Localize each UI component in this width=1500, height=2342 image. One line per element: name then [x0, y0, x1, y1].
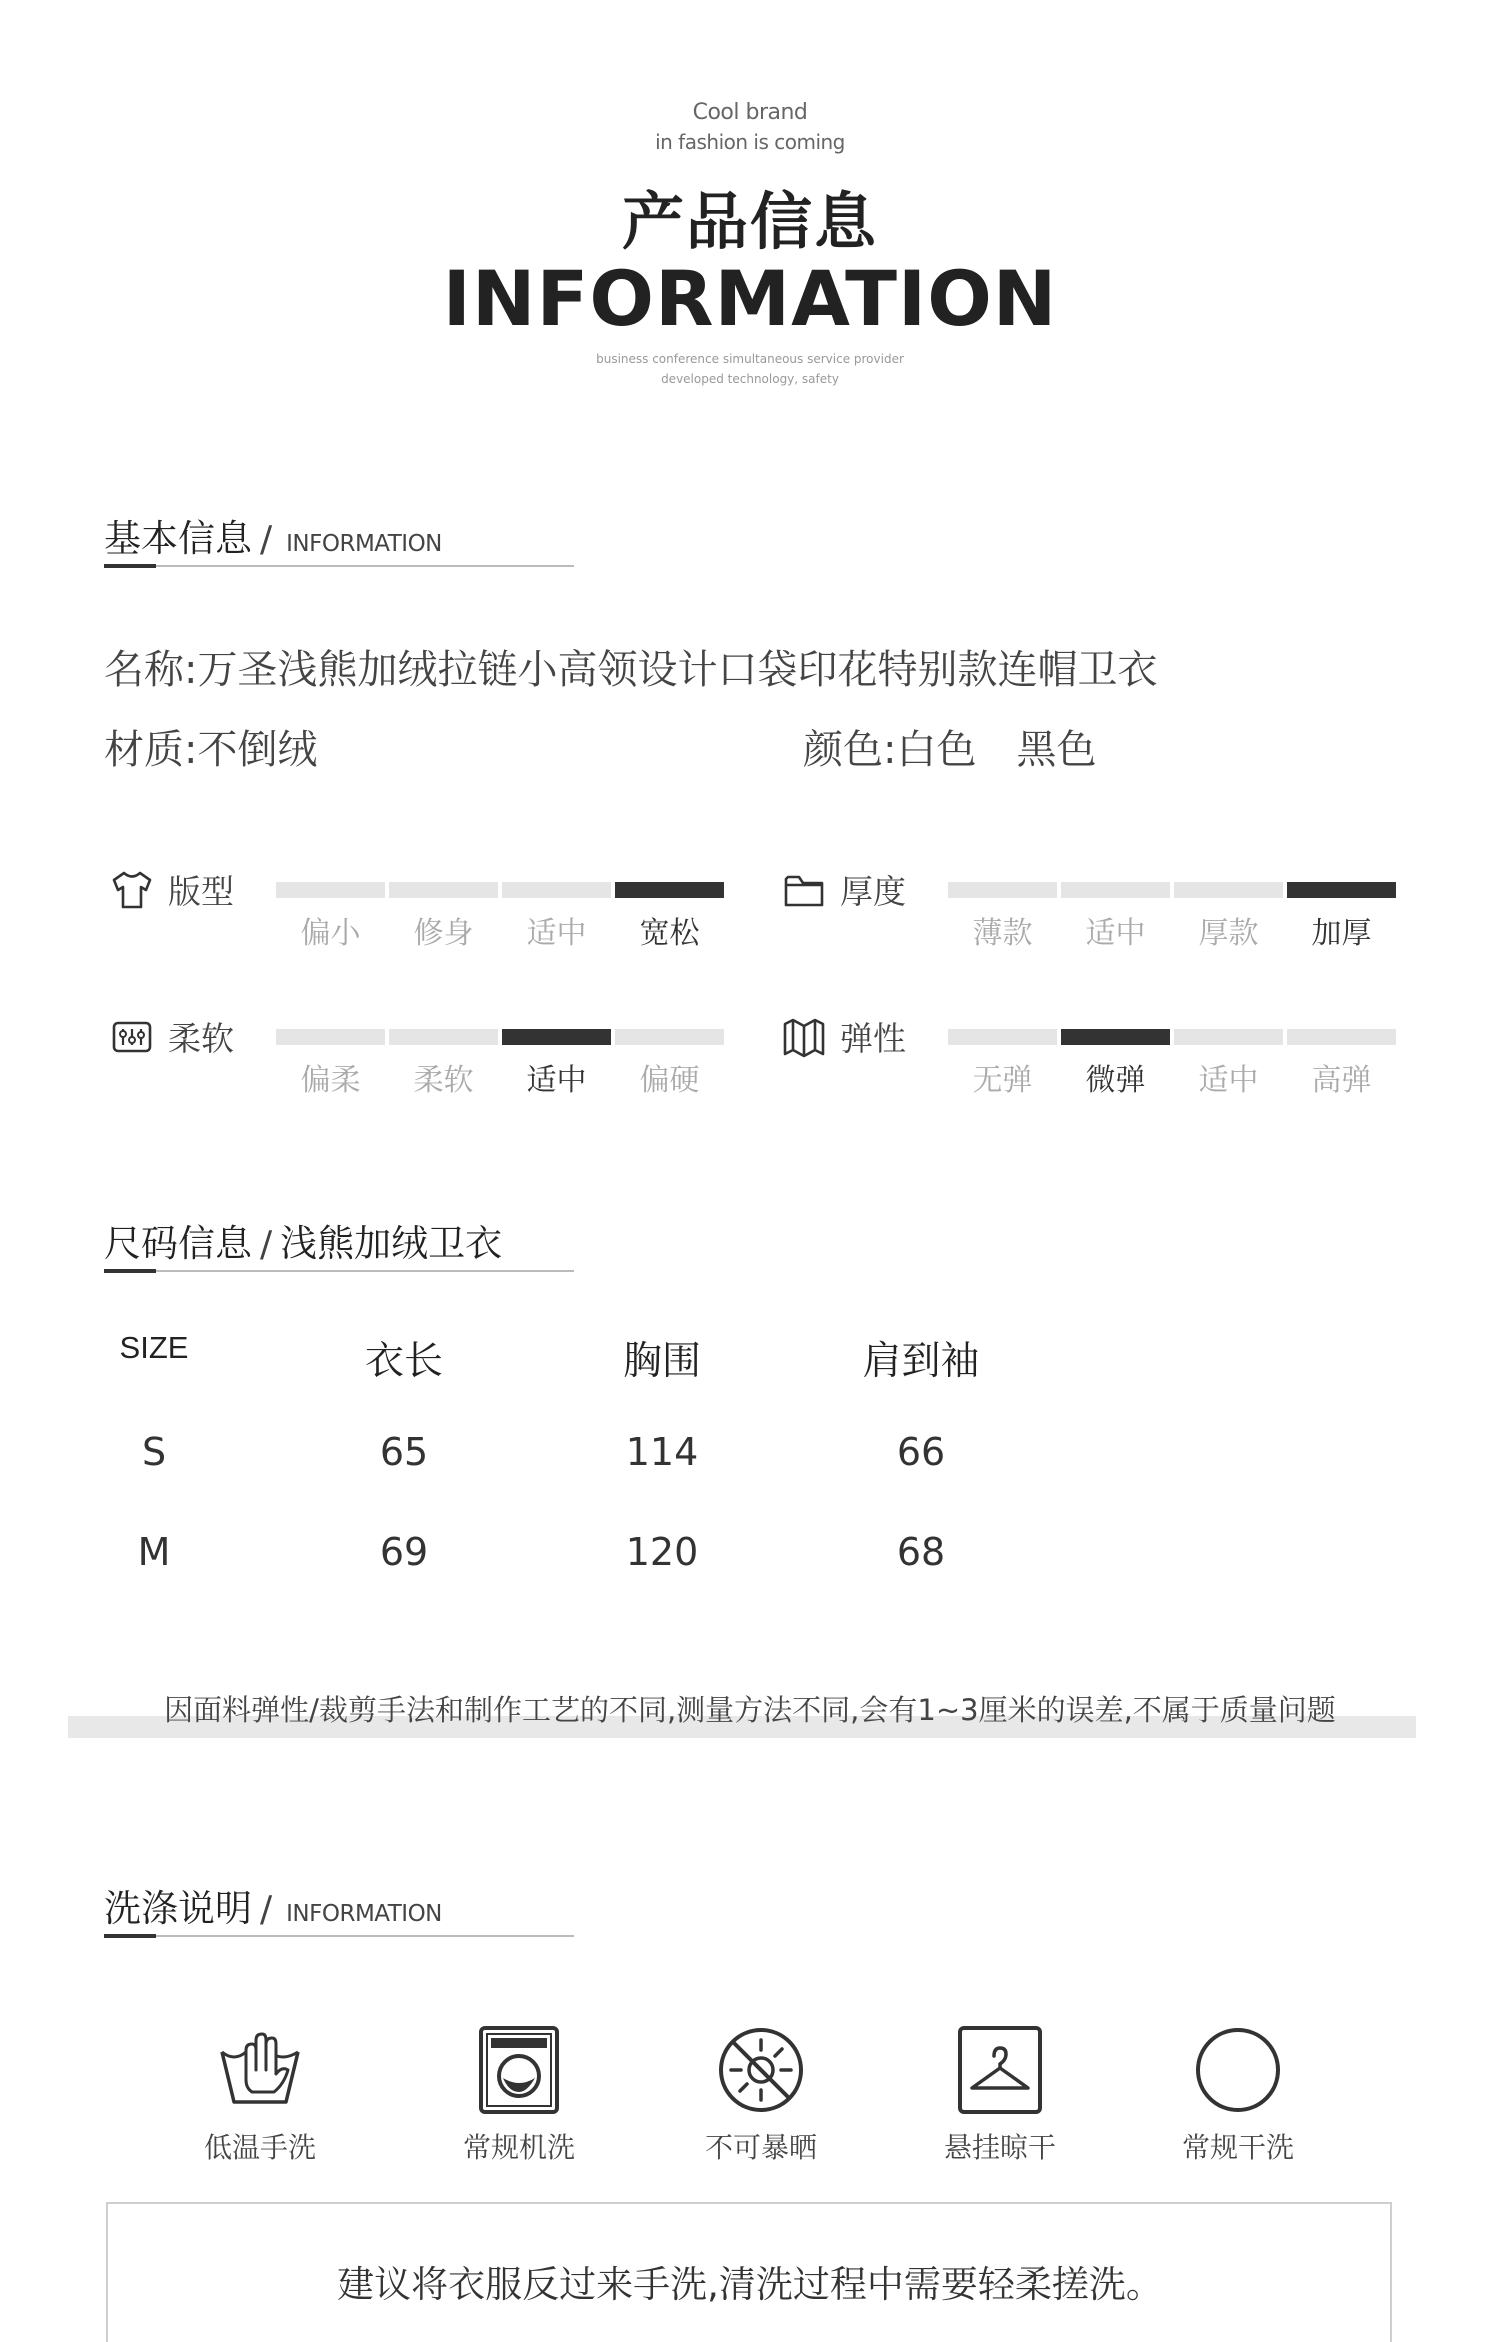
size-cell: 120	[625, 1530, 699, 1574]
size-section-title	[104, 1213, 502, 1267]
name-label: 名称:	[104, 647, 198, 693]
attr-option	[1174, 1029, 1283, 1109]
size-header-cell: SIZE	[119, 1330, 189, 1365]
color-label: 颜色:	[803, 727, 897, 773]
name-value: 万圣浅熊加绒拉链小高领设计口袋印花特别款连帽卫衣	[197, 647, 1158, 693]
attr-option	[1061, 1029, 1170, 1109]
washing-machine-icon	[471, 2022, 567, 2118]
attr-option	[502, 882, 611, 962]
size-header-cell: 衣长	[364, 1339, 443, 1384]
attr-option	[389, 1029, 498, 1109]
attr-option	[276, 1029, 385, 1109]
attr-option	[615, 1029, 724, 1109]
attr-thickness	[782, 860, 1422, 970]
basic-title-en: INFORMATION	[286, 531, 442, 557]
section-accent	[104, 1934, 156, 1938]
care-label: 常规干洗	[1181, 2131, 1294, 2164]
basic-title-cn: 基本信息	[104, 517, 252, 560]
option-bar	[1174, 1029, 1283, 1045]
option-bar	[502, 882, 611, 898]
care-label: 常规机洗	[462, 2131, 575, 2164]
title-slash: /	[260, 519, 273, 560]
attr-label: 柔软	[168, 1019, 234, 1058]
attr-options	[948, 1029, 1396, 1109]
option-bar	[1287, 1029, 1396, 1045]
option-label: 适中	[526, 1063, 587, 1098]
care-no-sun	[661, 2022, 861, 2166]
option-label: 偏柔	[300, 1063, 361, 1098]
size-title-cn: 尺码信息	[104, 1222, 252, 1265]
care-label: 悬挂晾干	[943, 2131, 1056, 2164]
attr-option	[276, 882, 385, 962]
section-divider	[104, 565, 574, 567]
header-tagline-1: Cool brand	[692, 100, 808, 125]
title-slash: /	[260, 1889, 273, 1930]
option-label: 偏硬	[639, 1063, 700, 1098]
care-label: 不可暴晒	[704, 2131, 817, 2164]
attr-option	[615, 882, 724, 962]
attr-option	[1061, 882, 1170, 962]
attr-label: 厚度	[840, 872, 906, 911]
option-label: 无弹	[972, 1063, 1033, 1098]
option-bar	[615, 882, 724, 898]
option-label: 适中	[1198, 1063, 1259, 1098]
section-accent	[104, 1269, 156, 1273]
header-title-en: INFORMATION	[442, 254, 1058, 343]
size-cell: 68	[896, 1530, 946, 1574]
attr-option	[389, 882, 498, 962]
title-slash: /	[260, 1224, 273, 1265]
option-label: 薄款	[972, 916, 1033, 951]
option-bar	[389, 1029, 498, 1045]
size-note: 因面料弹性/裁剪手法和制作工艺的不同,测量方法不同,会有1~3厘米的误差,不属于质量问题	[164, 1693, 1336, 1727]
elastic-icon	[782, 1015, 826, 1059]
dry-clean-icon	[1190, 2022, 1286, 2118]
section-accent	[104, 564, 156, 568]
option-label: 适中	[1085, 916, 1146, 951]
attr-label: 版型	[168, 872, 234, 911]
folder-icon	[782, 868, 826, 912]
option-bar	[1061, 882, 1170, 898]
option-bar	[1287, 882, 1396, 898]
size-cell: 69	[379, 1530, 429, 1574]
color-value-black: 黑色	[1016, 727, 1097, 773]
care-hang-dry	[900, 2022, 1100, 2166]
basic-section-title	[104, 508, 442, 562]
attr-options	[276, 882, 724, 962]
header-tagline-2: in fashion is coming	[655, 130, 845, 154]
header-sub-2: developed technology, safety	[661, 372, 839, 386]
option-label: 修身	[413, 916, 474, 951]
attr-option	[948, 1029, 1057, 1109]
attr-option	[502, 1029, 611, 1109]
option-label: 偏小	[300, 916, 361, 951]
care-machine-wash	[419, 2022, 619, 2166]
hand-wash-icon	[212, 2022, 308, 2118]
option-bar	[948, 882, 1057, 898]
size-header-row	[104, 1330, 1004, 1430]
care-title-en: INFORMATION	[286, 1901, 442, 1927]
attr-option	[1287, 1029, 1396, 1109]
attr-option	[1287, 882, 1396, 962]
no-sun-icon	[713, 2022, 809, 2118]
size-cell: S	[141, 1430, 167, 1474]
size-header-cell: 胸围	[622, 1339, 701, 1384]
softness-icon	[110, 1015, 154, 1059]
option-bar	[276, 1029, 385, 1045]
attr-label: 弹性	[840, 1019, 906, 1058]
option-label: 高弹	[1311, 1063, 1372, 1098]
care-label: 低温手洗	[203, 2131, 316, 2164]
option-bar	[1174, 882, 1283, 898]
attr-fit	[110, 860, 750, 970]
header-sub-1: business conference simultaneous service provider	[596, 352, 904, 366]
size-cell: 66	[896, 1430, 946, 1474]
section-divider	[104, 1935, 574, 1937]
color-value-white: 白色	[896, 727, 977, 773]
option-bar	[502, 1029, 611, 1045]
option-bar	[1061, 1029, 1170, 1045]
option-bar	[615, 1029, 724, 1045]
option-label: 加厚	[1311, 916, 1372, 951]
size-cell: M	[137, 1530, 171, 1574]
attr-option	[1174, 882, 1283, 962]
attr-option	[948, 882, 1057, 962]
option-bar	[948, 1029, 1057, 1045]
option-label: 厚款	[1198, 916, 1259, 951]
option-label: 宽松	[639, 916, 700, 951]
product-name-line	[104, 638, 1157, 695]
attr-options	[948, 882, 1396, 962]
care-hand-wash	[160, 2022, 360, 2166]
wash-advice-text: 建议将衣服反过来手洗,清洗过程中需要轻柔搓洗。	[337, 2263, 1163, 2306]
header-title-cn: 产品信息	[621, 185, 878, 258]
care-section-title	[104, 1878, 442, 1932]
care-title-cn: 洗涤说明	[104, 1887, 252, 1930]
attr-elasticity	[782, 1007, 1422, 1117]
material-label: 材质:	[104, 727, 198, 773]
option-label: 适中	[526, 916, 587, 951]
size-cell: 114	[625, 1430, 699, 1474]
size-table	[104, 1330, 1004, 1630]
table-row	[104, 1530, 1004, 1630]
hanger-icon	[952, 2022, 1048, 2118]
size-cell: 65	[379, 1430, 429, 1474]
attr-softness	[110, 1007, 750, 1117]
size-title-sub: 浅熊加绒卫衣	[280, 1222, 503, 1265]
table-row	[104, 1430, 1004, 1530]
option-bar	[389, 882, 498, 898]
option-label: 柔软	[413, 1063, 474, 1098]
color-line	[803, 718, 1096, 775]
size-header-cell: 肩到袖	[862, 1339, 980, 1384]
attr-options	[276, 1029, 724, 1109]
material-value: 不倒绒	[197, 727, 318, 773]
option-bar	[276, 882, 385, 898]
material-line	[104, 718, 317, 775]
option-label: 微弹	[1085, 1063, 1146, 1098]
tshirt-icon	[110, 868, 154, 912]
care-dry-clean	[1138, 2022, 1338, 2166]
section-divider	[104, 1270, 574, 1272]
